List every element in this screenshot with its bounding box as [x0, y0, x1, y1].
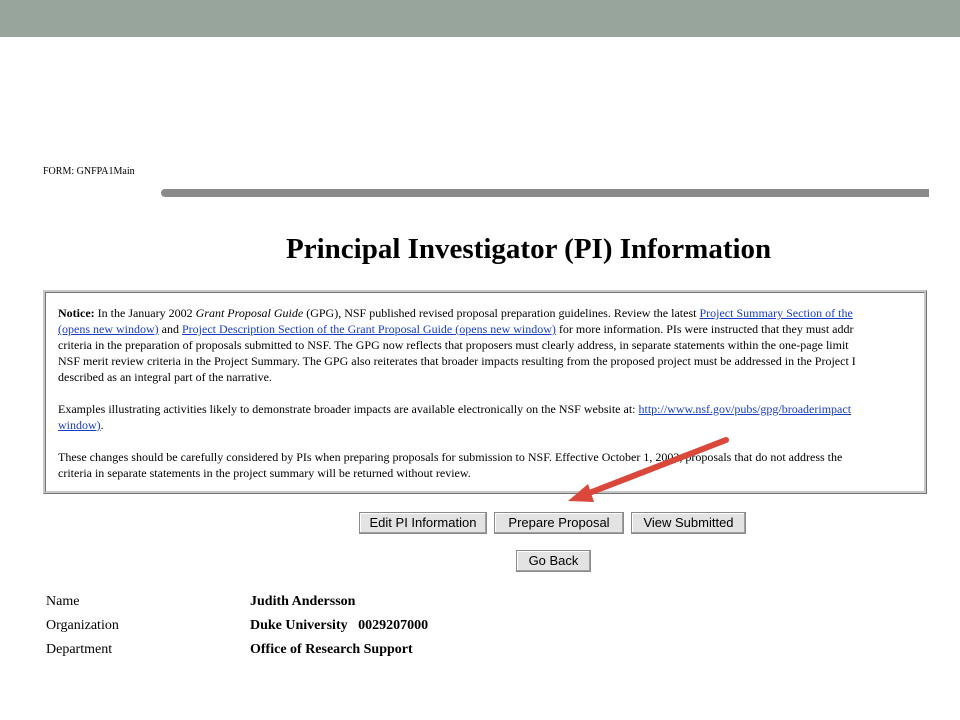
department-value: Office of Research Support	[250, 642, 413, 657]
gpg-title: Grant Proposal Guide	[195, 306, 304, 320]
edit-pi-information-button[interactable]: Edit PI Information	[359, 512, 487, 534]
notice-text-span: for more information. PIs were instructed that they must addr	[555, 322, 854, 336]
page-title: Principal Investigator (PI) Information	[286, 233, 772, 265]
notice-text-span: (GPG), NSF published revised proposal preparation guidelines. Review the latest	[303, 306, 700, 320]
name-value: Judith Andersson	[250, 594, 356, 609]
notice-line: criteria in separate statements in the project summary will be returned without review.	[58, 466, 471, 480]
project-description-link[interactable]: Project Description Section of the Grant Proposal Guide (opens new window)	[181, 322, 556, 336]
annotation-arrow	[568, 440, 726, 502]
notice-text-span: In the January 2002	[94, 306, 196, 320]
broader-impacts-link-cont[interactable]: window)	[58, 418, 101, 432]
notice-line: NSF merit review criteria in the Project Summary. The GPG also reiterates that broader impacts resulting from the proposed project must be addressed in the Project I	[58, 354, 856, 368]
organization-value: Duke University 0029207000	[250, 618, 429, 633]
project-summary-link-cont[interactable]: (opens new window)	[58, 322, 159, 336]
organization-label: Organization	[46, 618, 119, 633]
notice-text-span: Examples illustrating activities likely to demonstrate broader impacts are available electronically on the NSF website at:	[58, 402, 639, 416]
notice-text-span: .	[100, 418, 104, 432]
notice-line: These changes should be carefully considered by PIs when preparing proposals for submission to NSF. Effective October 1, 2002, proposals that do not address the	[58, 450, 843, 464]
notice-line: described as an integral part of the narrative.	[58, 370, 272, 384]
notice-lead: Notice:	[58, 306, 95, 320]
broader-impacts-link[interactable]: http://www.nsf.gov/pubs/gpg/broaderimpact	[638, 402, 852, 416]
project-summary-link[interactable]: Project Summary Section of the	[699, 306, 853, 320]
go-back-button[interactable]: Go Back	[516, 550, 591, 572]
name-label: Name	[46, 594, 80, 609]
arrow-shaft	[584, 440, 726, 495]
department-label: Department	[46, 642, 113, 657]
prepare-proposal-button[interactable]: Prepare Proposal	[494, 512, 624, 534]
arrow-head	[568, 484, 594, 502]
notice-text-span: and	[158, 322, 182, 336]
form-id-label: FORM: GNFPA1Main	[43, 166, 135, 177]
view-submitted-button[interactable]: View Submitted	[631, 512, 746, 534]
notice-line: criteria in the preparation of proposals submitted to NSF. The GPG now reflects that proposers must clearly address, in separate statements within the one-page limit	[58, 338, 849, 352]
